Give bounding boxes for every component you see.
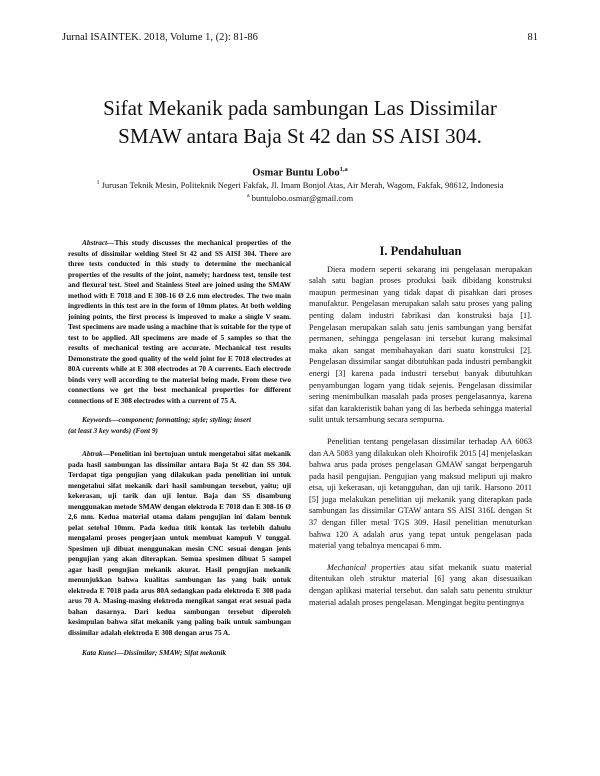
abstract-label: Abstract—: [82, 238, 115, 247]
author-email: buntulobo.osmar@gmail.com: [251, 192, 354, 203]
author-name: Osmar Buntu Lobo: [252, 167, 340, 179]
abstract-text: This study discusses the mechanical properties of the results of dissimilar welding Steel St 42 and SS AISI 304. There are three tests conducted in this study to determine the mechanical properties of the results of the joint, namely; hardness test, tensile test and flexural test. Steel and Stainless Steel are joined using the SMAW method with E 7018 and E 308-16 Ø 2.6 mm electrodes. The two main ingredients in this test are in the form of 10mm plates. At both welding joining points, the first process is improved to make a single V seam. Test specimens are made using a machine that is suitable for the type of test to be applied. All specimens are made of 5 samples so that the results of mechanical testing are accurate. Mechanical test results Demonstrate the good quality of the weld joint for E 7018 electrodes at 80A currents while at E 308 electrodes at 70 A currents. Each electrode binds very well according to the material being made. From these two connections we get the best mechanical properties for different connections of E 308 electrodes with a current of 75 A.: [68, 238, 291, 405]
title-line-1: Sifat Mekanik pada sambungan Las Dissimilar: [103, 96, 497, 120]
intro-paragraph-3: [309, 562, 532, 608]
keywords-text: component; formatting; style; styling; insert: [118, 415, 252, 424]
affiliation-line: [0, 178, 600, 191]
intro-paragraph-2: Penelitian tentang pengelasan dissimilar terhadap AA 6063 dan AA 5083 yang dilakukan oleh Khoirofik 2015 [4] menjelaskan bahwa arus pada proses pengelasan GMAW sangat berpengaruh pada hasil pengujian. Pengujian yang maksud meliputi uji makro etsa, uji kekerasan, uji ketangguhan, dan uji tarik. Harsono 2011 [5] juga melakukan penelitian uji mekanik yang diterapkan pada sambungan las dissimilar GTAW antara SS AISI 316L dengan St 37 dengan filler metal TGS 309. Hasil penelitian menuturkan bahwa 120 A adalah arus yang tepat untuk pengelasan pada material yang tebalnya mencapai 6 mm.: [309, 436, 532, 551]
kata-kunci-text: Dissimilar; SMAW; Sifat mekanik: [123, 648, 227, 657]
kata-kunci: [68, 648, 291, 659]
abstrak-label: Abtrak—: [82, 449, 110, 458]
intro-paragraph-3-text: atau sifat mekanik suatu material ditentukan oleh struktur material [6] yang akan disesuaikan dengan aplikasi material tersebut. dan salah satu penentu struktur material adalah proses pengelasan. Mengingat begitu pentingnya: [309, 562, 532, 607]
affiliation: [0, 178, 600, 204]
keywords-note: (at least 3 key words) (Font 9): [68, 425, 158, 435]
abstract-english: [68, 238, 291, 406]
page-number: 81: [527, 32, 538, 43]
paper-title: [40, 94, 560, 150]
left-column: [68, 238, 291, 659]
abstrak-text: Penelitian ini bertujuan untuk mengetahui sifat mekanik pada hasil sambungan las dissimilar antara Baja St 42 dan SS 304. Terdapat tiga pengujian yang dilakukan pada penelitian ini untuk mengetahui sifat mekanik dari hasil sambungan tersebut, yaitu; uji kekerasan, uji tarik dan uji lentur. Baja dan SS disambung menggunakan metode SMAW dengan elektroda E 7018 dan E 308-16 Ø 2,6 mm. Kedua material utama dalam pengujian ini dalam bentuk pelat setebal 10mm. Pada kedua titik kontak las terlebih dahulu mengalami proses pengerjaan untuk membuat kampuh V tunggal. Spesimen uji dibuat menggunakan mesin CNC sesuai dengan jenis pengujian yang akan diterapkan. Semua spesimen dibuat 5 sampel agar hasil pengujian mekanik akurat. Hasil pengujian mekanik menunjukkan bahwa kualitas sambungan las yang baik untuk elektroda E 7018 pada arus 80A sedangkan pada elektroda E 308 pada arus 70 A. Masing-masing elektroda mengikat sangat erat sesuai pada bahan dasarnya. Dari kedua sambungan tersebut diperoleh kesimpulan bahwa sifat mekanik yang paling baik untuk sambungan dissimilar adalah elektroda E 308 dengan arus 75 A.: [68, 449, 291, 637]
keywords: [68, 415, 291, 426]
right-column: [309, 238, 532, 618]
affiliation-sup: 1: [96, 180, 100, 186]
title-line-2: SMAW antara Baja St 42 dan SS AISI 304.: [118, 124, 482, 148]
kata-kunci-label: Kata Kunci—: [82, 648, 124, 657]
email-sup: a: [246, 192, 250, 199]
running-header: [62, 32, 538, 43]
abstract-indonesian: [68, 449, 291, 638]
intro-paragraph-1: Diera modern seperti sekarang ini pengelasan merupakan salah satu bagian proses produksi baik dibidang konstruksi maupun permesinan yang tidak dapat di pisahkan dari proses manufaktur. Pengelasan merupakan salah satu proses yang paling penting dalam industri fabrikasi dan konstruksi baja [1]. Pengelasan merupakan salah satu jenis sambungan yang bersifat permanen, sehingga pengelasan ini tersebut kurang maksimal maka akan sangat membahayakan dari suatu konstruksi [2]. Pengelasan dissimilar sangat dibutuhkan pada industri pembangkit energi [3] karena pada industri tersebut banyak dibutuhkan penyambungan logam yang tidak sejenis. Pengelasan dissimilar sering menimbulkan masalah pada proses pengelasannya, karena sifat dan karakteristik bahan yang di las berbeda sehingga material sulit untuk tersambung secara sempurna.: [309, 264, 532, 425]
email-line: [0, 191, 600, 204]
journal-citation: Jurnal ISAINTEK. 2018, Volume 1, (2): 81-86: [62, 32, 258, 43]
author-line: [0, 166, 600, 179]
keywords-label: Keywords—: [82, 415, 119, 424]
mechanical-properties-term: Mechanical properties: [327, 562, 406, 572]
affiliation-text: Jurusan Teknik Mesin, Politeknik Negeri Fakfak, Jl. Imam Bonjol Atas, Air Merah, Wagom, Fakfak, 98612, Indonesia: [101, 179, 504, 190]
author-superscript: 1,a: [339, 166, 348, 173]
section-heading-pendahuluan: I. Pendahuluan: [379, 244, 462, 258]
